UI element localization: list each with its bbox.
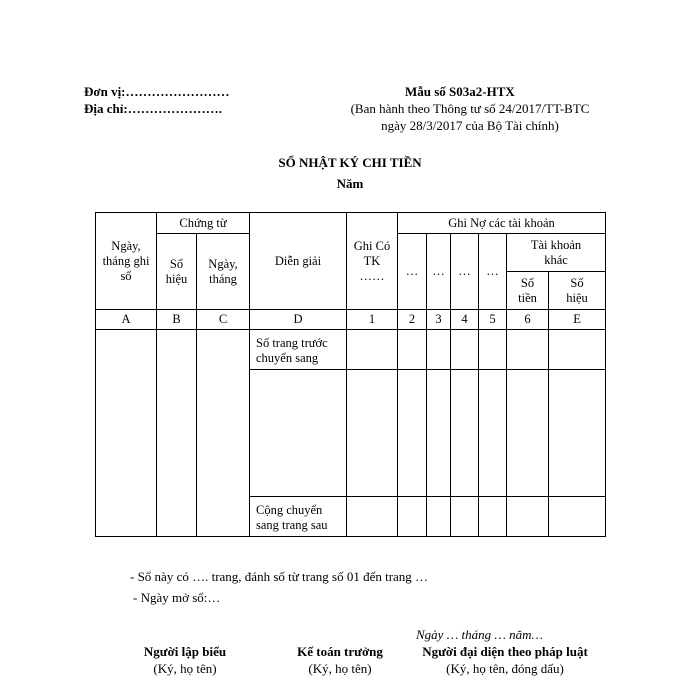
- body-ngay-thang-cell[interactable]: [197, 330, 250, 537]
- row-so-trang-truoc: Số trang trước chuyển sang: [250, 330, 347, 370]
- header-so-hieu: Số hiệu: [157, 234, 197, 310]
- cell[interactable]: [427, 330, 451, 370]
- header-so-hieu-2: Số hiệu: [549, 272, 606, 310]
- body-so-hieu-cell[interactable]: [157, 330, 197, 537]
- note-page-count: - Sổ này có …. trang, đánh số từ trang số 01 đến trang …: [130, 569, 429, 584]
- cell[interactable]: [507, 330, 549, 370]
- cell[interactable]: [347, 497, 398, 537]
- cell[interactable]: [507, 497, 549, 537]
- body-dien-giai-cell[interactable]: [250, 370, 347, 497]
- header-ngay-ghi-so: Ngày, tháng ghi sổ: [96, 213, 157, 310]
- header-tk-khac: Tài khoản khác: [507, 234, 606, 272]
- page-title: SỔ NHẬT KÝ CHI TIỀN: [278, 155, 422, 170]
- don-vi-label: Đơn vị:……………………: [84, 84, 230, 99]
- cell[interactable]: [507, 370, 549, 497]
- header-ghi-co: Ghi Có TK ……: [347, 213, 398, 310]
- header-ghi-no: Ghi Nợ các tài khoản: [398, 213, 606, 234]
- sig-accountant-title: Kế toán trưởng: [297, 644, 383, 659]
- cell[interactable]: [479, 497, 507, 537]
- col-code-1: 1: [347, 310, 398, 330]
- body-ngay-cell[interactable]: [96, 330, 157, 537]
- sig-preparer-title: Người lập biểu: [143, 644, 227, 659]
- cell[interactable]: [479, 330, 507, 370]
- col-code-2: 2: [398, 310, 427, 330]
- header-dots-3: …: [427, 234, 451, 310]
- issuance-note-2: ngày 28/3/2017 của Bộ Tài chính): [381, 118, 559, 133]
- cell[interactable]: [347, 330, 398, 370]
- col-code-d: D: [250, 310, 347, 330]
- row-cong-chuyen-sang: Cộng chuyển sang trang sau: [250, 497, 347, 537]
- cell[interactable]: [549, 330, 606, 370]
- header-ngay-thang: Ngày, tháng: [197, 234, 250, 310]
- header-so-tien: Số tiền: [507, 272, 549, 310]
- year-label: Năm: [336, 176, 364, 191]
- ledger-table: [95, 212, 606, 537]
- cell[interactable]: [479, 370, 507, 497]
- col-code-c: C: [197, 310, 250, 330]
- col-code-6: 6: [507, 310, 549, 330]
- note-open-date: - Ngày mở sổ:…: [133, 590, 221, 605]
- issuance-note-1: (Ban hành theo Thông tư số 24/2017/TT-BTC: [350, 101, 590, 116]
- sig-legal-rep-sub: (Ký, họ tên, đóng dấu): [446, 661, 564, 676]
- header-dien-giai: Diễn giải: [250, 213, 347, 310]
- col-code-b: B: [157, 310, 197, 330]
- cell[interactable]: [549, 370, 606, 497]
- header-dots-4: …: [451, 234, 479, 310]
- cell[interactable]: [347, 370, 398, 497]
- header-chung-tu: Chứng từ: [157, 213, 250, 234]
- cell[interactable]: [451, 370, 479, 497]
- col-code-4: 4: [451, 310, 479, 330]
- cell[interactable]: [451, 330, 479, 370]
- cell[interactable]: [451, 497, 479, 537]
- dia-chi-label: Địa chỉ:………………….: [84, 101, 222, 116]
- cell[interactable]: [427, 370, 451, 497]
- col-code-e: E: [549, 310, 606, 330]
- col-code-5: 5: [479, 310, 507, 330]
- cell[interactable]: [398, 497, 427, 537]
- sig-preparer-sub: (Ký, họ tên): [153, 661, 217, 676]
- col-code-3: 3: [427, 310, 451, 330]
- cell[interactable]: [398, 330, 427, 370]
- header-dots-5: …: [479, 234, 507, 310]
- signature-date: Ngày … tháng … năm…: [416, 627, 544, 642]
- form-code: Mẫu số S03a2-HTX: [405, 84, 515, 99]
- sig-accountant-sub: (Ký, họ tên): [308, 661, 372, 676]
- cell[interactable]: [549, 497, 606, 537]
- header-dots-2: …: [398, 234, 427, 310]
- sig-legal-rep-title: Người đại diện theo pháp luật: [422, 644, 588, 659]
- col-code-a: A: [96, 310, 157, 330]
- cell[interactable]: [398, 370, 427, 497]
- cell[interactable]: [427, 497, 451, 537]
